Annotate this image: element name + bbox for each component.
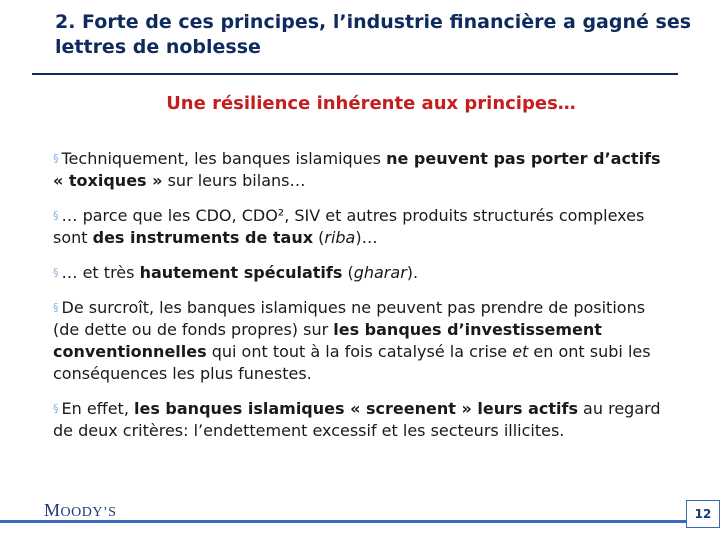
para-text: … parce que les CDO, CDO², SIV et autres produits structurés complexes sont [53,206,645,247]
bullet-list [53,148,673,455]
para-text: De surcroît, les banques islamiques ne peuvent pas prendre de positions (de dette ou de fonds propres) sur [53,298,646,339]
para-text: en ont subi les conséquences les plus funestes. [53,342,651,383]
para-text: sur leurs bilans… [162,171,306,190]
bullet-paragraph [53,148,673,192]
para-text: )… [355,228,378,247]
para-text: ). [406,263,419,282]
para-bold: hautement spéculatifs [139,263,343,282]
para-text: ( [342,263,354,282]
bullet-icon: § [53,152,59,165]
slide-title: 2. Forte de ces principes, l’industrie financière a gagné ses lettres de noblesse [55,11,692,58]
para-text: En effet, [61,399,134,418]
para-bold: les banques d’investissement conventionnelles [53,320,602,361]
bullet-icon: § [53,266,59,279]
logo-rest: OODY’S [60,505,117,520]
bullet-icon: § [53,301,59,314]
para-italic: riba [324,228,356,247]
bullet-icon: § [53,402,59,415]
moodys-logo [44,500,116,521]
para-italic: gharar [353,263,407,282]
para-text: au regard de deux critères: l’endettement excessif et les secteurs illicites. [53,399,661,440]
logo-initial: M [44,500,61,520]
title-divider [32,73,678,75]
page-number: 12 [686,500,720,528]
para-text: ( [313,228,325,247]
para-text: Techniquement, les banques islamiques [61,149,387,168]
bullet-paragraph [53,205,673,249]
bullet-paragraph [53,262,673,284]
bullet-icon: § [53,209,59,222]
para-bold: ne peuvent pas porter d’actifs « toxiques » [53,149,661,190]
slide-subtitle: Une résilience inhérente aux principes… [166,93,576,114]
para-text: qui ont tout à la fois catalysé la crise [206,342,513,361]
para-bold: les banques islamiques « screenent » leurs actifs [134,399,578,418]
bullet-paragraph [53,398,673,442]
para-text: … et très [61,263,140,282]
bullet-paragraph [53,297,673,385]
para-italic: et [512,342,529,361]
para-bold: des instruments de taux [92,228,314,247]
